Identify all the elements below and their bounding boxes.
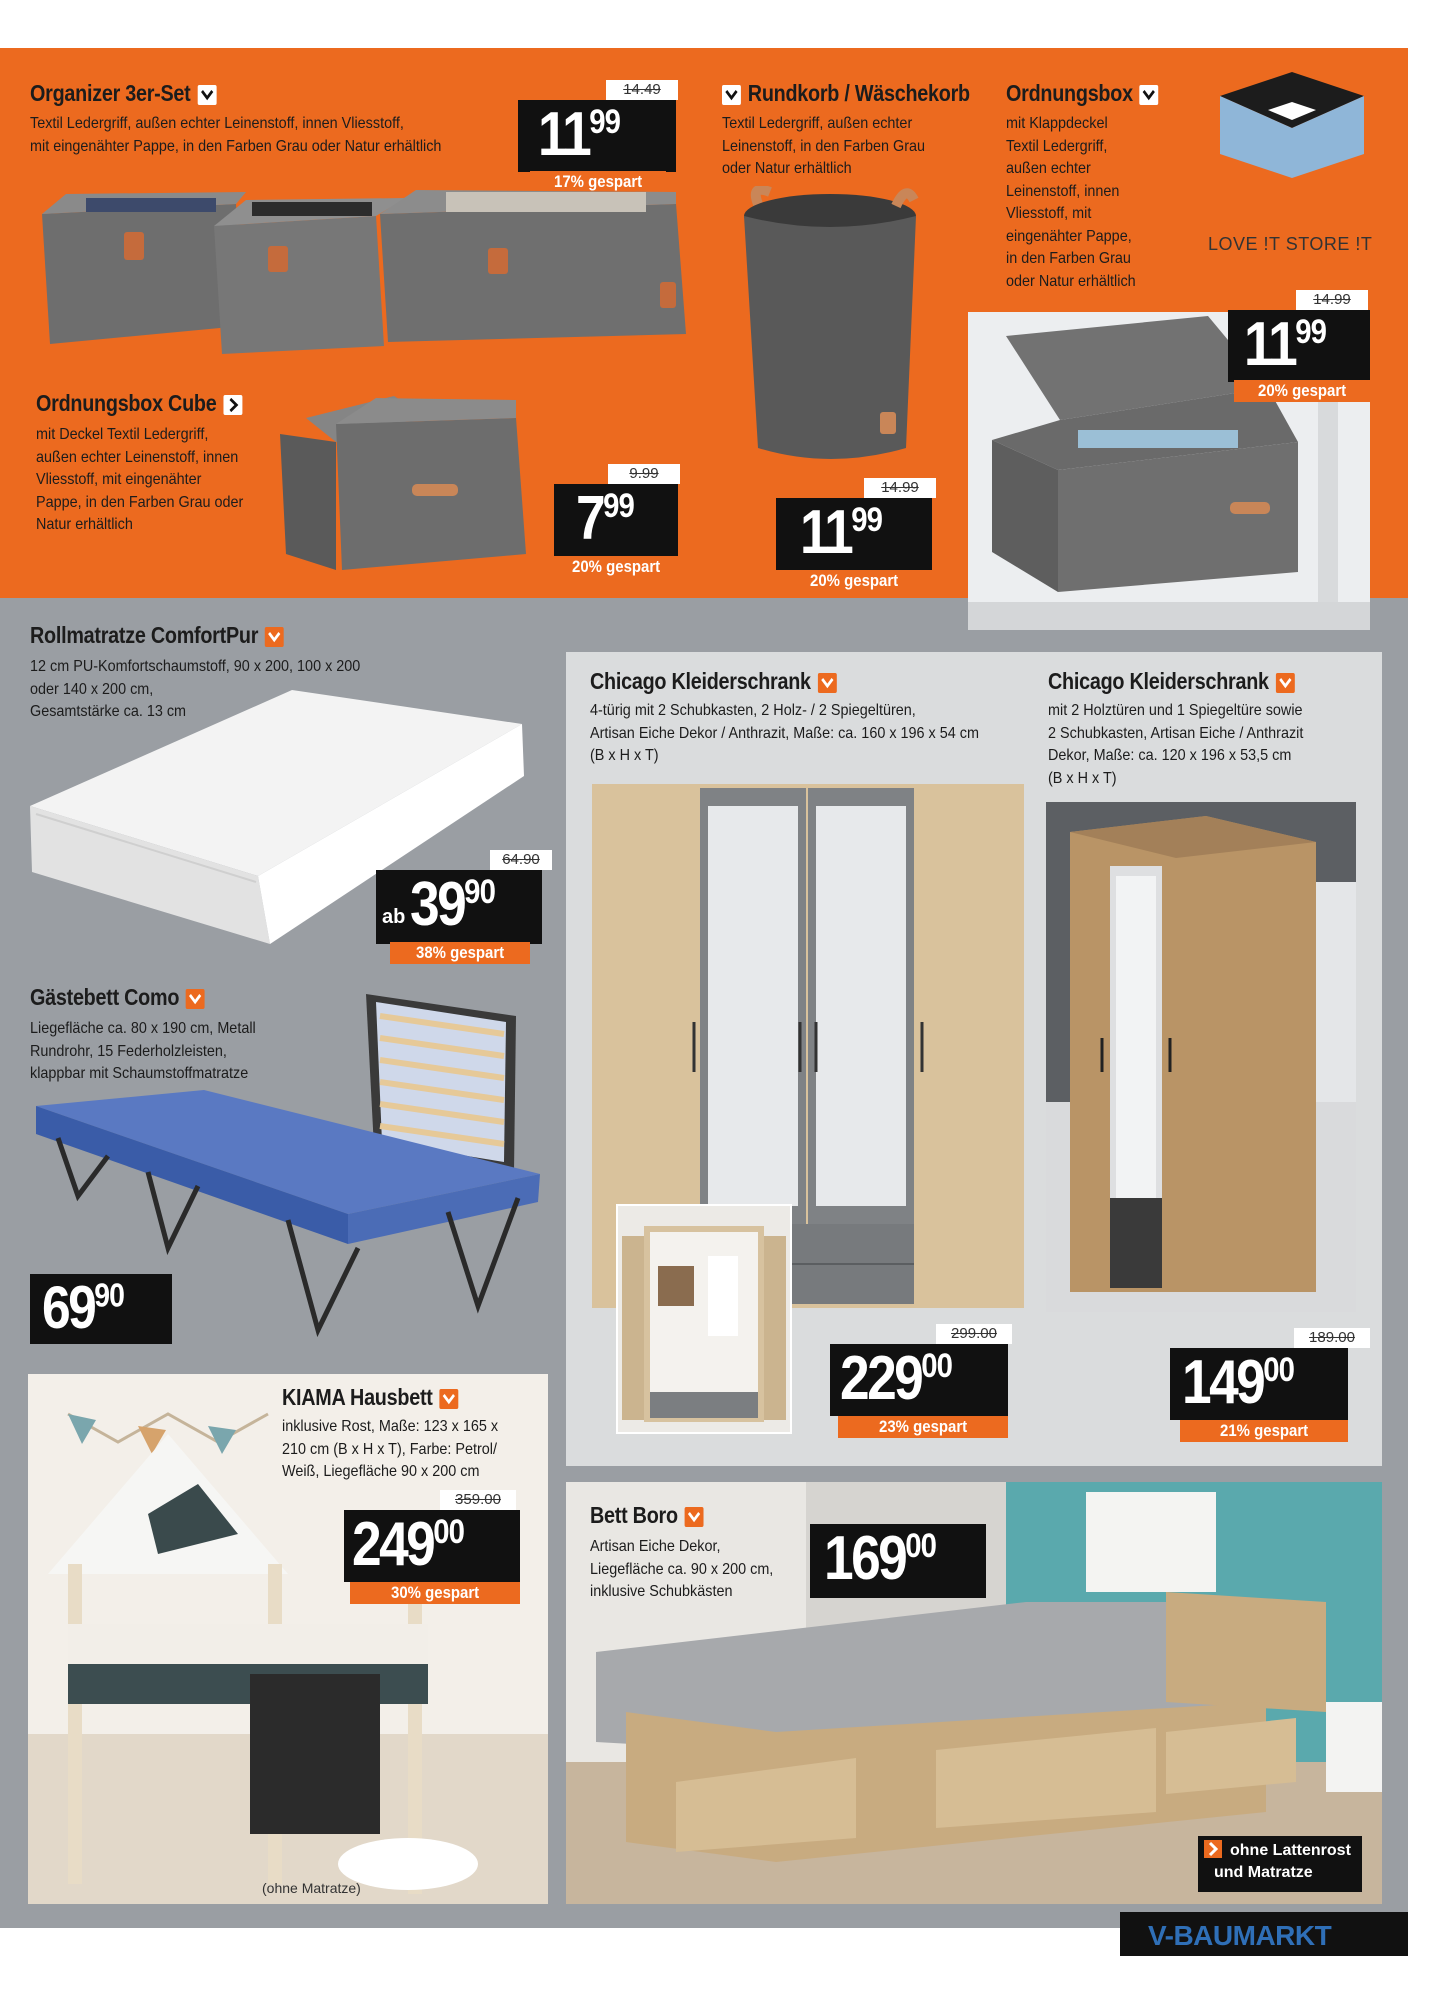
boro-description: Artisan Eiche Dekor, Liegefläche ca. 90 x 200 cm, inklusive Schubkästen	[590, 1538, 774, 1600]
price-value: $169^{00}$	[824, 1524, 937, 1593]
saved-badge: 23% gespart	[838, 1416, 1008, 1438]
saved-badge: 20% gespart	[1234, 380, 1370, 402]
chevron-down-icon[interactable]	[1276, 673, 1295, 693]
chicago4-interior-image	[616, 1204, 792, 1434]
old-price: 299.00	[936, 1324, 1012, 1344]
chevron-down-icon[interactable]	[722, 85, 741, 105]
chevron-down-icon[interactable]	[197, 85, 216, 105]
price-prefix: ab	[382, 906, 406, 928]
chicago2-image	[1046, 802, 1356, 1312]
boro-note-box	[1198, 1836, 1362, 1892]
price-tag	[376, 870, 542, 944]
organizer-description: Textil Ledergriff, außen echter Leinenstoff, innen Vliesstoff, mit eingenähter Pappe, in den Farben Grau oder Natur erhältlich	[30, 115, 442, 155]
chevron-right-icon[interactable]	[1204, 1840, 1222, 1858]
cube-title: Ordnungsbox Cube	[36, 390, 242, 417]
footer-brand-bar	[1120, 1912, 1408, 1956]
chevron-down-icon[interactable]	[265, 627, 284, 647]
price-value: $11^{99}$	[538, 100, 621, 169]
saved-badge: 30% gespart	[350, 1582, 520, 1604]
price-value: $7^{99}$	[576, 484, 634, 553]
chevron-down-icon[interactable]	[685, 1507, 704, 1527]
price-tag	[830, 1344, 1008, 1416]
brand-logo-icon	[1218, 70, 1366, 180]
price-tag	[776, 498, 932, 570]
price-value: $249^{00}$	[352, 1510, 465, 1579]
price-value: $149^{00}$	[1182, 1348, 1295, 1417]
chicago4-title: Chicago Kleiderschrank	[590, 668, 837, 695]
cube-description: mit Deckel Textil Ledergriff, außen echter Leinenstoff, innen Vliesstoff, mit eingenähter Pappe, in den Farben Grau oder Natur erhältlich	[36, 426, 244, 533]
chevron-down-icon[interactable]	[818, 673, 837, 693]
price-tag	[810, 1524, 986, 1598]
price-tag	[554, 484, 678, 556]
gaestebett-description: Liegefläche ca. 80 x 190 cm, Metall Rundrohr, 15 Federholzleisten, klappbar mit Schaumstoffmatratze	[30, 1020, 256, 1082]
kiama-note: (ohne Matratze)	[262, 1880, 361, 1896]
price-value: $229^{00}$	[840, 1344, 953, 1413]
old-price: 9.99	[608, 464, 680, 484]
brand-logo-text: LOVE !T STORE !T	[1208, 234, 1373, 254]
chicago4-description: 4-türig mit 2 Schubkasten, 2 Holz- / 2 Spiegeltüren, Artisan Eiche Dekor / Anthrazit, Maße: ca. 160 x 196 x 54 cm (B x H x T)	[590, 702, 979, 764]
kiama-description: inklusive Rost, Maße: 123 x 165 x 210 cm (B x H x T), Farbe: Petrol/ Weiß, Liegefläche 90 x 200 cm	[282, 1418, 499, 1480]
chevron-down-icon[interactable]	[1140, 85, 1159, 105]
rollmatratze-description: 12 cm PU-Komfortschaumstoff, 90 x 200, 100 x 200 oder 140 x 200 cm, Gesamtstärke ca. 13 cm	[30, 658, 361, 720]
price-value: $39^{90}$	[410, 870, 496, 939]
rollmatratze-title: Rollmatratze ComfortPur	[30, 622, 284, 649]
saved-badge: 17% gespart	[530, 171, 666, 193]
rundkorb-description: Textil Ledergriff, außen echter Leinenstoff, in den Farben Grau oder Natur erhältlich	[722, 115, 926, 177]
cube-image	[276, 394, 526, 574]
old-price: 14.99	[864, 478, 936, 498]
price-tag	[1228, 310, 1370, 382]
boro-title: Bett Boro	[590, 1502, 704, 1529]
price-tag	[344, 1510, 520, 1582]
old-price: 64.90	[490, 850, 552, 870]
organizer-title: Organizer 3er-Set	[30, 80, 216, 107]
saved-badge: 21% gespart	[1180, 1420, 1348, 1442]
rundkorb-image	[730, 186, 940, 476]
saved-badge: 20% gespart	[786, 570, 922, 592]
gaestebett-title: Gästebett Como	[30, 984, 205, 1011]
chicago2-title: Chicago Kleiderschrank	[1048, 668, 1295, 695]
price-value: $11^{99}$	[1244, 310, 1327, 379]
rundkorb-title: Rundkorb / Wäschekorb	[722, 80, 970, 107]
price-value: $69^{90}$	[42, 1274, 125, 1341]
organizer-image	[36, 186, 696, 358]
ordnungsbox-description: mit Klappdeckel Textil Ledergriff, außen echter Leinenstoff, innen Vliesstoff, mit eingenähter Pappe, in den Farben Grau oder Natur erhältlich	[1006, 115, 1136, 290]
kiama-title: KIAMA Hausbett	[282, 1384, 458, 1411]
price-tag	[518, 100, 676, 172]
boro-note-line1: ohne Lattenrost	[1230, 1842, 1351, 1859]
chevron-right-icon[interactable]	[223, 395, 242, 415]
old-price: 359.00	[440, 1490, 516, 1510]
saved-badge: 38% gespart	[390, 942, 530, 964]
chicago2-description: mit 2 Holztüren und 1 Spiegeltüre sowie 2 Schubkasten, Artisan Eiche / Anthrazit Dekor, Maße: ca. 120 x 196 x 53,5 cm (B x H x T)	[1048, 702, 1304, 787]
price-value: $11^{99}$	[800, 498, 883, 567]
chevron-down-icon[interactable]	[439, 1389, 458, 1409]
old-price: 189.00	[1294, 1328, 1370, 1348]
price-tag	[1170, 1348, 1348, 1420]
old-price: 14.99	[1296, 290, 1368, 310]
old-price: 14.49	[606, 80, 678, 100]
saved-badge: 20% gespart	[554, 556, 678, 578]
boro-note-line2: und Matratze	[1214, 1864, 1313, 1881]
footer-brand: V-BAUMARKT	[1148, 1920, 1332, 1951]
ordnungsbox-title: Ordnungsbox	[1006, 80, 1159, 107]
price-tag	[30, 1274, 172, 1344]
